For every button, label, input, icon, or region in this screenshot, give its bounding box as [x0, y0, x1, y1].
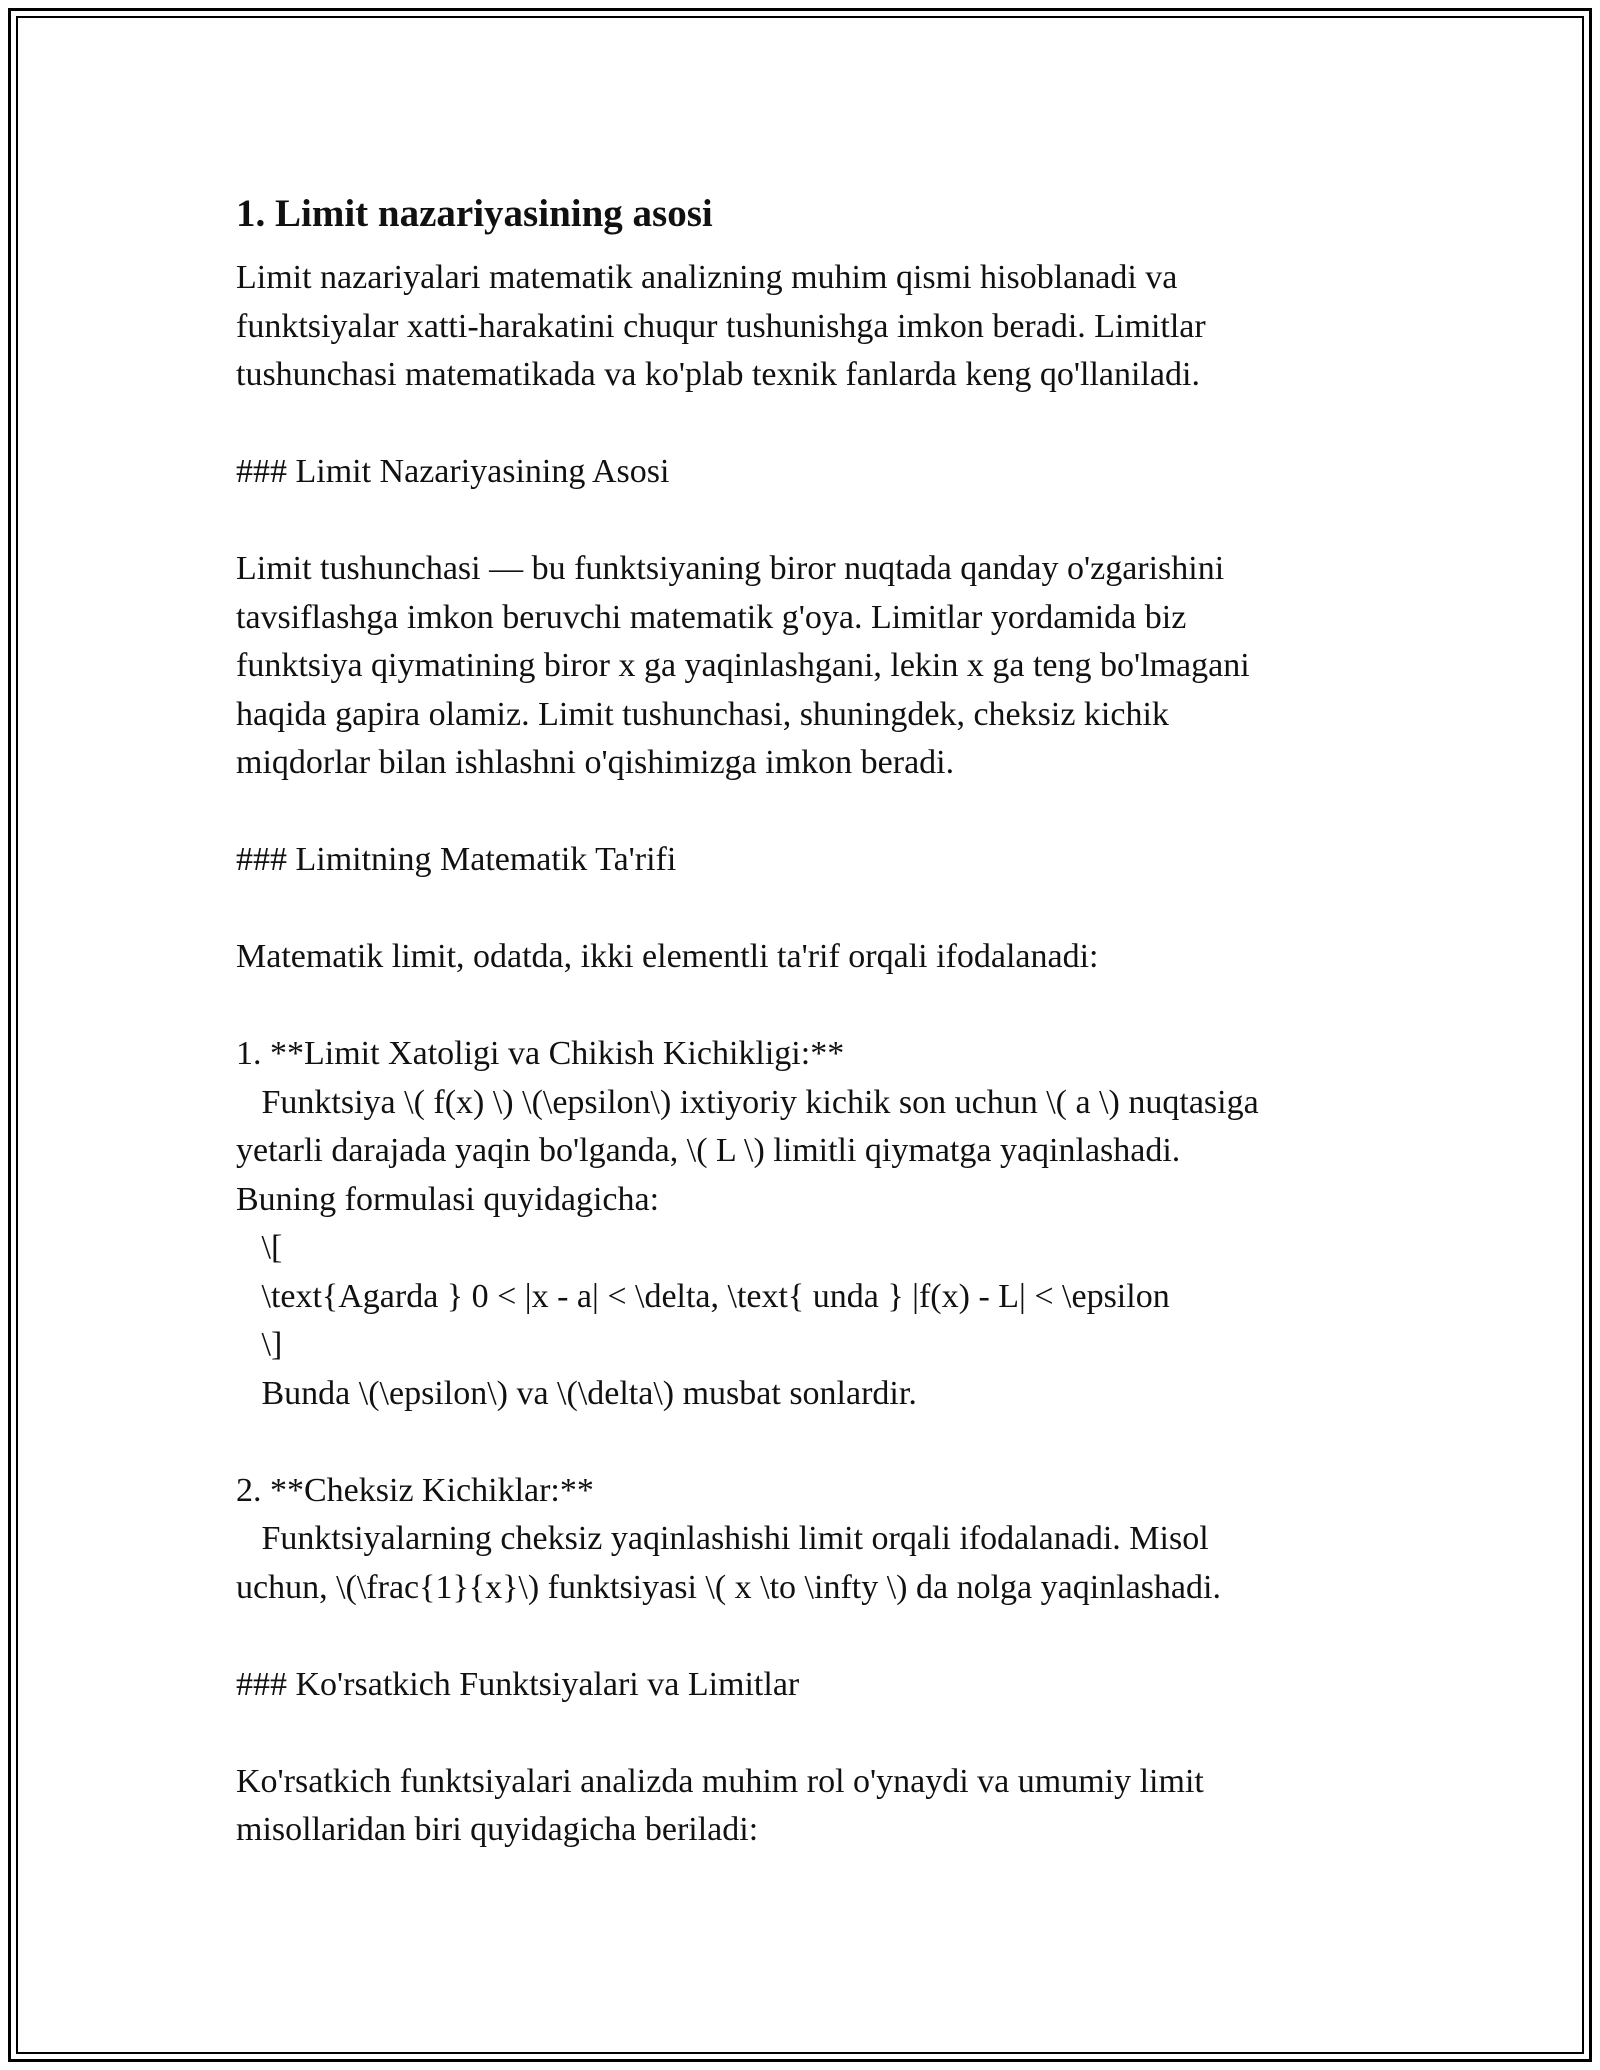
- text-line: Limit nazariyalari matematik analizning muhim qismi hisoblanadi va: [236, 259, 1178, 296]
- text-line: funktsiyalar xatti-harakatini chuqur tushunishga imkon beradi. Limitlar: [236, 307, 1206, 345]
- text-line: Limit tushunchasi — bu funktsiyaning biror nuqtada qanday o'zgarishini: [236, 550, 1225, 587]
- text-line: Funktsiya \( f(x) \) \(\epsilon\) ixtiyoriy kichik son uchun \( a \) nuqtasiga: [236, 1083, 1259, 1121]
- text-line: \text{Agarda } 0 < |x - a| < \delta, \text{ unda } |f(x) - L| < \epsilon: [236, 1277, 1170, 1315]
- text-line: Funktsiyalarning cheksiz yaqinlashishi limit orqali ifodalanadi. Misol: [236, 1520, 1209, 1557]
- text-line: 1. **Limit Xatoligi va Chikish Kichikligi:**: [236, 1035, 845, 1072]
- text-line: Matematik limit, odatda, ikki elementli ta'rif orqali ifodalanadi:: [236, 938, 1099, 975]
- text-line: ### Limit Nazariyasining Asosi: [236, 453, 670, 490]
- document-lines: [236, 254, 1366, 1855]
- blank-line: [236, 400, 1366, 449]
- blank-line: [236, 982, 1366, 1031]
- text-line: yetarli darajada yaqin bo'lganda, \( L \) limitli qiymatga yaqinlashadi.: [236, 1132, 1181, 1169]
- text-line: haqida gapira olamiz. Limit tushunchasi, shuningdek, cheksiz kichik: [236, 695, 1169, 733]
- text-line: miqdorlar bilan ishlashni o'qishimizga imkon beradi.: [236, 744, 955, 781]
- text-line: funktsiya qiymatining biror x ga yaqinlashgani, lekin x ga teng bo'lmagani: [236, 647, 1250, 684]
- text-line: \[: [236, 1229, 283, 1266]
- blank-line: [236, 1418, 1366, 1467]
- text-line: tushunchasi matematikada va ko'plab texnik fanlarda keng qo'llaniladi.: [236, 356, 1200, 393]
- blank-line: [236, 497, 1366, 546]
- blank-line: [236, 1612, 1366, 1661]
- text-line: Buning formulasi quyidagicha:: [236, 1180, 660, 1218]
- document-title: 1. Limit nazariyasining asosi: [236, 192, 713, 235]
- blank-line: [236, 1709, 1366, 1758]
- text-line: 2. **Cheksiz Kichiklar:**: [236, 1471, 594, 1509]
- text-line: tavsiflashga imkon beruvchi matematik g'oya. Limitlar yordamida biz: [236, 598, 1187, 636]
- text-line: uchun, \(\frac{1}{x}\) funktsiyasi \( x \to \infty \) da nolga yaqinlashadi.: [236, 1568, 1221, 1606]
- text-line: misollaridan biri quyidagicha beriladi:: [236, 1811, 759, 1848]
- document-body: [236, 184, 1366, 1855]
- text-line: Ko'rsatkich funktsiyalari analizda muhim rol o'ynaydi va umumiy limit: [236, 1762, 1204, 1800]
- text-line: Bunda \(\epsilon\) va \(\delta\) musbat sonlardir.: [236, 1374, 917, 1412]
- text-line: \]: [236, 1326, 283, 1363]
- text-line: ### Limitning Matematik Ta'rifi: [236, 841, 677, 878]
- text-line: ### Ko'rsatkich Funktsiyalari va Limitlar: [236, 1665, 800, 1703]
- blank-line: [236, 788, 1366, 837]
- blank-line: [236, 885, 1366, 934]
